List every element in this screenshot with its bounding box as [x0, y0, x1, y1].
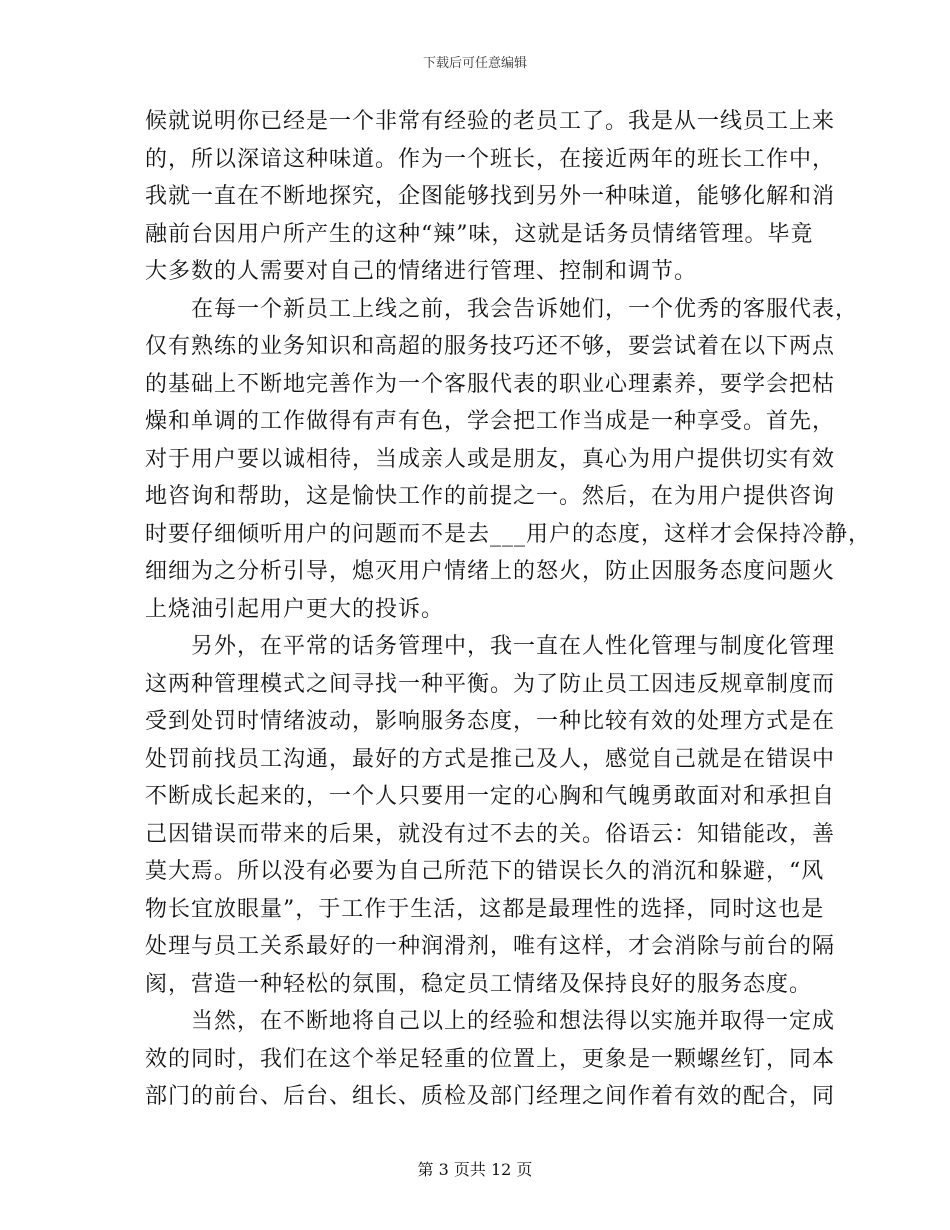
paragraph-1: [145, 103, 836, 291]
paragraph-2: [145, 291, 872, 629]
page-header: 下载后可任意编辑: [422, 56, 527, 71]
text-line: 候就说明你已经是一个非常有经验的老员工了。我是从一线员工上来: [145, 109, 836, 134]
text-line: 受到处罚时情绪波动，影响服务态度，一种比较有效的处理方式是在: [145, 709, 836, 734]
text-line: 我就一直在不断地探究，企图能够找到另外一种味道，能够化解和消: [145, 184, 836, 209]
text-line: 地咨询和帮助，这是愉快工作的前提之一。然后，在为用户提供咨询: [145, 484, 836, 509]
paragraph-4: [145, 1003, 836, 1116]
text-line: 部门的前台、后台、组长、质检及部门经理之间作着有效的配合，同: [145, 1084, 836, 1109]
document-body: [145, 103, 872, 1116]
text-line: 对于用户要以诚相待，当成亲人或是朋友，真心为用户提供切实有效: [145, 446, 836, 472]
text-line: 的基础上不断地完善作为一个客服代表的职业心理素养，要学会把枯: [145, 371, 836, 397]
text-line: 当然，在不断地将自己以上的经验和想法得以实施并取得一定成: [191, 1009, 836, 1034]
text-line: 物长宜放眼量”，于工作于生活，这都是最理性的选择，同时这也是: [145, 896, 825, 922]
text-line: 己因错误而带来的后果，就没有过不去的关。俗语云：知错能改，善: [145, 821, 836, 847]
text-line: 阂，营造一种轻松的氛围，稳定员工情绪及保持良好的服务态度。: [145, 971, 813, 997]
text-line: 在每一个新员工上线之前，我会告诉她们，一个优秀的客服代表，: [191, 296, 859, 322]
text-line: 处理与员工关系最好的一种润滑剂，唯有这样，才会消除与前台的隔: [145, 934, 836, 959]
text-line: 不断成长起来的，一个人只要用一定的心胸和气魄勇敢面对和承担自: [145, 784, 836, 809]
paragraph-3: [145, 628, 836, 1003]
text-line: 细细为之分析引导，熄灭用户情绪上的怒火，防止因服务态度问题火: [145, 559, 836, 584]
text-line: 效的同时，我们在这个举足轻重的位置上，更象是一颗螺丝钉，同本: [145, 1046, 836, 1072]
text-line: 的，所以深谙这种味道。作为一个班长，在接近两年的班长工作中，: [145, 146, 836, 172]
text-line: 融前台因用户所产生的这种“辣”味，这就是话务员情绪管理。毕竟: [145, 221, 814, 247]
text-line: 这两种管理模式之间寻找一种平衡。为了防止员工因违反规章制度而: [145, 671, 836, 697]
page-number: 第 3 页共 12 页: [417, 1160, 533, 1179]
text-line: 燥和单调的工作做得有声有色，学会把工作当成是一种享受。首先，: [145, 409, 836, 434]
text-line: 处罚前找员工沟通，最好的方式是推己及人，感觉自己就是在错误中: [145, 746, 836, 772]
text-line: 另外，在平常的话务管理中，我一直在人性化管理与制度化管理: [191, 634, 836, 659]
text-line: 仅有熟练的业务知识和高超的服务技巧还不够，要尝试着在以下两点: [145, 334, 836, 359]
text-line: 时要仔细倾听用户的问题而不是去___用户的态度，这样才会保持冷静，: [145, 521, 872, 547]
text-line: 莫大焉。所以没有必要为自己所范下的错误长久的消沉和躲避，“风: [145, 859, 825, 884]
text-line: 大多数的人需要对自己的情绪进行管理、控制和调节。: [145, 259, 698, 284]
text-line: 上烧油引起用户更大的投诉。: [145, 596, 445, 622]
